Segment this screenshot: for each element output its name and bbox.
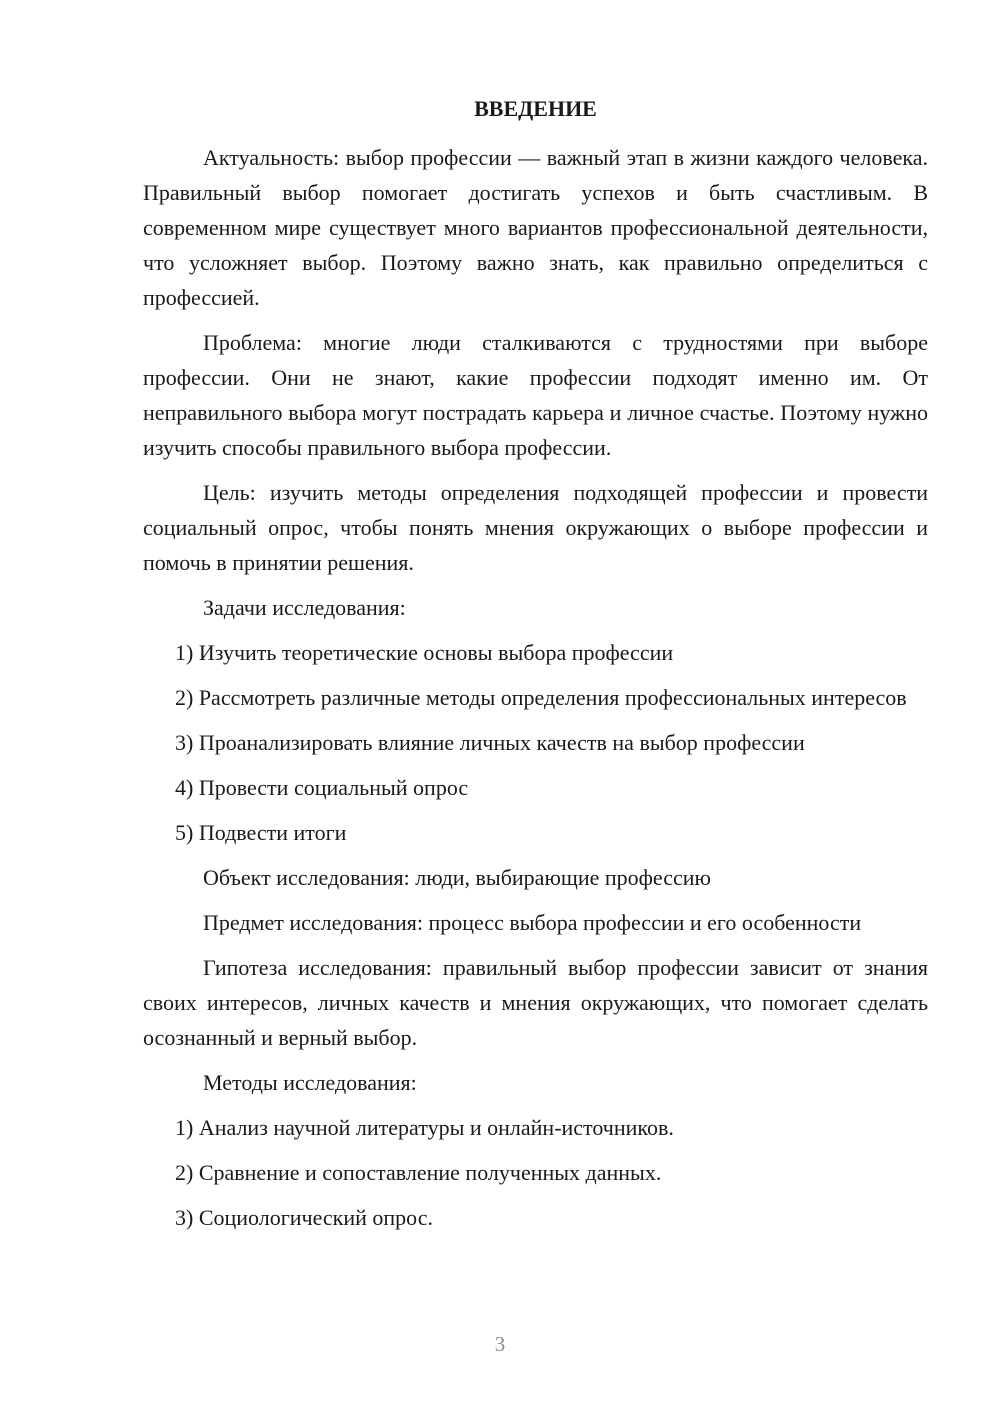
object-paragraph: Объект исследования: люди, выбирающие профессию [203, 865, 711, 890]
subject-paragraph: Предмет исследования: процесс выбора профессии и его особенности [203, 910, 862, 935]
methods-heading: Методы исследования: [203, 1070, 417, 1095]
relevance-paragraph: Актуальность: выбор профессии — важный этап в жизни каждого человека. Правильный выбор помогает достигать успехов и быть счастливым. В современном мире существует много вариантов профессиональной деятельности, что усложняет выбор. Поэтому важно знать, как правильно определиться с профессией. [143, 145, 928, 310]
task-item-1: 1) Изучить теоретические основы выбора профессии [175, 640, 674, 665]
method-item-2: 2) Сравнение и сопоставление полученных данных. [175, 1160, 662, 1185]
method-item-1: 1) Анализ научной литературы и онлайн-источников. [175, 1115, 674, 1140]
task-item-3: 3) Проанализировать влияние личных качеств на выбор профессии [175, 730, 805, 755]
page-title: ВВЕДЕНИЕ [474, 96, 597, 121]
goal-paragraph: Цель: изучить методы определения подходящей профессии и провести социальный опрос, чтобы понять мнения окружающих о выборе профессии и помочь в принятии решения. [143, 480, 928, 575]
page-number: 3 [494, 1332, 506, 1356]
task-item-2: 2) Рассмотреть различные методы определения профессиональных интересов [175, 685, 907, 710]
tasks-heading: Задачи исследования: [203, 595, 406, 620]
task-item-5: 5) Подвести итоги [175, 820, 347, 845]
method-item-3: 3) Социологический опрос. [175, 1205, 433, 1230]
hypothesis-paragraph: Гипотеза исследования: правильный выбор профессии зависит от знания своих интересов, личных качеств и мнения окружающих, что помогает сделать осознанный и верный выбор. [143, 955, 928, 1050]
document-page [143, 94, 928, 1245]
task-item-4: 4) Провести социальный опрос [175, 775, 469, 800]
problem-paragraph: Проблема: многие люди сталкиваются с трудностями при выборе профессии. Они не знают, какие профессии подходят именно им. От неправильного выбора могут пострадать карьера и личное счастье. Поэтому нужно изучить способы правильного выбора профессии. [143, 330, 928, 460]
